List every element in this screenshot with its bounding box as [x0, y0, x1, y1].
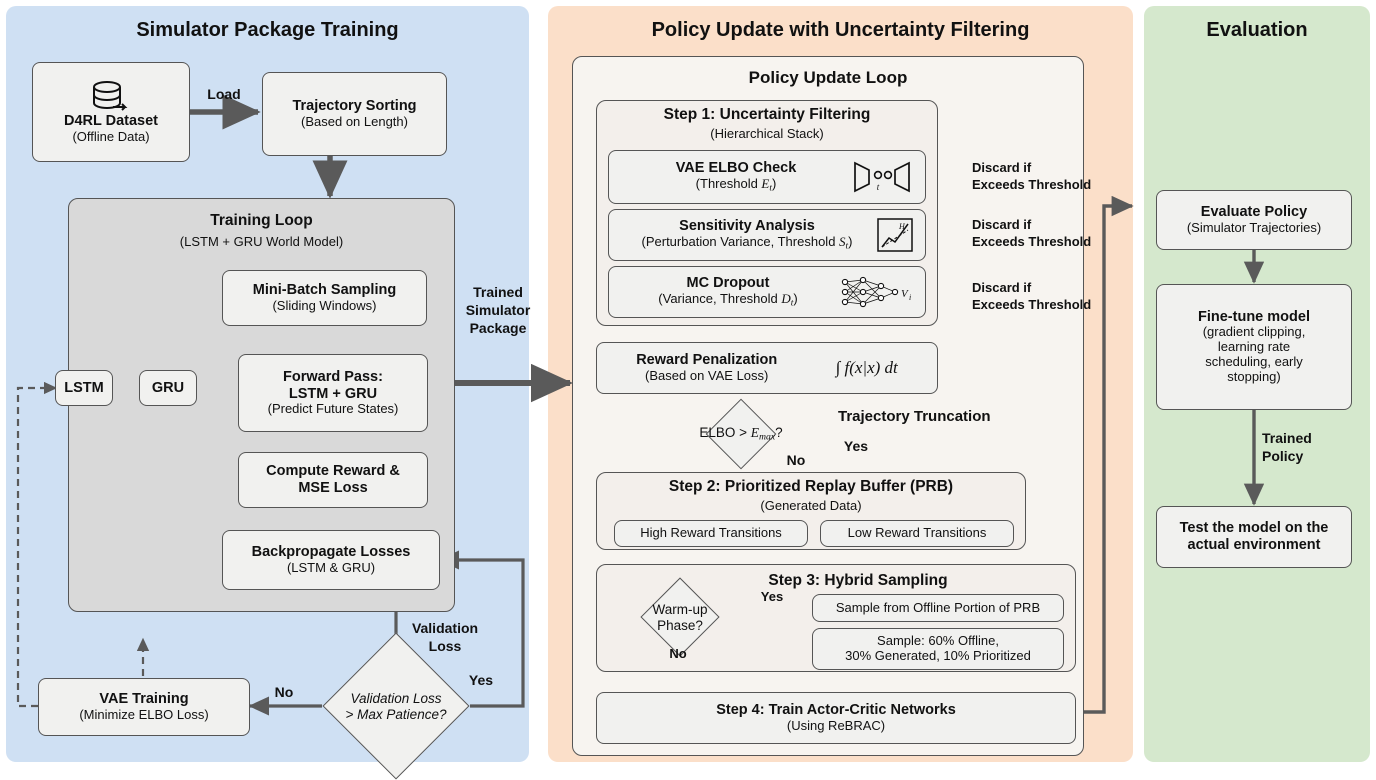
test-model-line2: actual environment [1187, 537, 1321, 553]
test-model-line1: Test the model on the [1179, 520, 1329, 537]
compute-reward-title2: MSE Loss [298, 480, 368, 496]
forward-pass-title2: LSTM + GRU [288, 385, 378, 402]
panel-title-evaluation: Evaluation [1206, 19, 1308, 41]
step1-title: Step 1: Uncertainty Filtering [663, 106, 871, 123]
sensitivity-sub: (Perturbation Variance, Threshold $S_t$) [641, 233, 853, 252]
sample-offline-prb-box [812, 594, 1064, 622]
discard-label-2-line2: Exceeds Threshold [972, 234, 1092, 249]
trajectory-sorting-box [262, 72, 447, 156]
step4-sub: (Using ReBRAC) [786, 717, 886, 733]
training-loop-title: Training Loop [210, 212, 313, 229]
compute-reward-title: Compute Reward & [266, 463, 400, 480]
trained-package-label-line2: Simulator [465, 302, 531, 318]
fine-tune-model-box [1156, 284, 1352, 410]
reward-penalization-box [596, 342, 938, 394]
d4rl-dataset-box [32, 62, 190, 162]
svg-text:V: V [901, 288, 908, 300]
d4rl-sub: (Offline Data) [72, 128, 150, 144]
sample-mixed-box [812, 628, 1064, 670]
discard-label-2-line1: Discard if [972, 217, 1032, 232]
d4rl-title: D4RL Dataset [63, 113, 159, 130]
backprop-sub: (LSTM & GRU) [286, 559, 376, 575]
svg-text:i: i [909, 293, 912, 302]
validation-yes-label: Yes [468, 672, 494, 688]
sample-mixed-line1: Sample: 60% Offline, [877, 633, 999, 649]
reward-penalization-formula: ∫ f(x|x) dt [835, 358, 898, 377]
warmup-line1: Warm-up [652, 602, 708, 618]
step4-train-actor-critic-box [596, 692, 1076, 744]
high-reward-transitions-box [614, 520, 808, 547]
validation-loss-decision-label [322, 684, 470, 730]
lstm-box [55, 370, 113, 406]
validation-loss-label-line2: Loss [428, 638, 462, 654]
test-model-box [1156, 506, 1352, 568]
svg-text:H: H [899, 222, 905, 231]
forward-pass-sub: (Predict Future States) [267, 401, 399, 417]
fine-tune-title: Fine-tune model [1198, 308, 1310, 325]
sample-mixed-line2: 30% Generated, 10% Prioritized [845, 648, 1031, 663]
elbo-decision-text: ELBO > $E_{max}$? [699, 425, 783, 443]
trained-policy-label-line2: Policy [1262, 448, 1304, 464]
mc-dropout-box [608, 266, 926, 318]
mini-batch-title: Mini-Batch Sampling [252, 282, 397, 299]
mini-batch-sampling-box [222, 270, 427, 326]
database-icon [89, 79, 133, 113]
mc-dropout-title: MC Dropout [686, 275, 770, 292]
load-label: Load [207, 86, 241, 102]
policy-update-loop-title: Policy Update Loop [748, 68, 908, 87]
fine-tune-sub-line2: learning rate [1217, 339, 1291, 355]
vae-elbo-sub: (Threshold $E_t$) [695, 175, 777, 194]
lstm-label: LSTM [64, 379, 104, 396]
reward-penalization-sub: (Based on VAE Loss) [645, 367, 769, 383]
vae-training-title: VAE Training [99, 691, 189, 708]
vae-elbo-check-box [608, 150, 926, 204]
trajectory-sorting-title: Trajectory Sorting [292, 98, 417, 115]
gru-label: GRU [151, 379, 185, 396]
step3-title: Step 3: Hybrid Sampling [768, 572, 948, 589]
mini-batch-sub: (Sliding Windows) [272, 297, 377, 313]
backprop-title: Backpropagate Losses [251, 544, 411, 561]
high-reward-label: High Reward Transitions [640, 525, 782, 541]
vae-training-sub: (Minimize ELBO Loss) [79, 706, 209, 722]
training-loop-sub: (LSTM + GRU World Model) [179, 234, 344, 249]
panel-title-simulator: Simulator Package Training [136, 19, 399, 41]
step2-title: Step 2: Prioritized Replay Buffer (PRB) [668, 478, 954, 495]
backpropagate-losses-box [222, 530, 440, 590]
warmup-no-label: No [669, 646, 687, 661]
warmup-yes-label: Yes [760, 589, 784, 604]
elbo-decision-label [664, 422, 818, 446]
step2-sub: (Generated Data) [760, 498, 862, 513]
neural-network-icon [837, 272, 915, 312]
validation-loss-label-line1: Validation [411, 620, 479, 636]
forward-pass-title: Forward Pass: [283, 368, 383, 385]
validation-no-label: No [274, 684, 294, 700]
trained-policy-label-line1: Trained [1262, 430, 1312, 446]
reward-penalization-title: Reward Penalization [636, 352, 778, 369]
trained-package-label-line3: Package [469, 320, 527, 336]
discard-label-3-line2: Exceeds Threshold [972, 297, 1092, 312]
trained-package-label-line1: Trained [473, 284, 523, 300]
svg-text:t: t [876, 182, 880, 192]
warmup-line2: Phase? [657, 618, 703, 633]
trajectory-truncation-label: Trajectory Truncation [838, 408, 991, 425]
vae-elbo-title: VAE ELBO Check [675, 160, 797, 177]
discard-label-1-line1: Discard if [972, 160, 1032, 175]
discard-label-3-line1: Discard if [972, 280, 1032, 295]
panel-title-policy: Policy Update with Uncertainty Filtering [651, 19, 1030, 41]
gru-box [139, 370, 197, 406]
discard-label-1-line2: Exceeds Threshold [972, 177, 1092, 192]
trajectory-sorting-sub: (Based on Length) [301, 113, 408, 129]
elbo-yes-label: Yes [843, 438, 869, 454]
elbo-no-label: No [786, 452, 806, 468]
compute-reward-box [238, 452, 428, 508]
fine-tune-sub-line4: stopping) [1227, 369, 1281, 385]
warmup-phase-label [630, 600, 730, 636]
fine-tune-sub-line1: (gradient clipping, [1202, 324, 1306, 340]
sensitivity-analysis-box [608, 209, 926, 261]
vae-autoencoder-icon [851, 157, 913, 197]
vae-training-box [38, 678, 250, 736]
validation-decision-line1: Validation Loss [350, 691, 442, 707]
step4-title: Step 4: Train Actor-Critic Networks [716, 702, 956, 719]
evaluate-policy-title: Evaluate Policy [1200, 204, 1308, 221]
mc-dropout-sub: (Variance, Threshold $D_t$) [658, 290, 798, 309]
line-chart-icon [875, 216, 915, 254]
low-reward-transitions-box [820, 520, 1014, 547]
evaluate-policy-box [1156, 190, 1352, 250]
forward-pass-box [238, 354, 428, 432]
step1-sub: (Hierarchical Stack) [710, 126, 824, 141]
sample-offline-label: Sample from Offline Portion of PRB [835, 599, 1041, 615]
fine-tune-sub-line3: scheduling, early [1205, 354, 1303, 370]
sensitivity-title: Sensitivity Analysis [679, 218, 815, 235]
low-reward-label: Low Reward Transitions [847, 525, 987, 541]
validation-decision-line2: > Max Patience? [345, 707, 447, 722]
evaluate-policy-sub: (Simulator Trajectories) [1186, 219, 1322, 235]
